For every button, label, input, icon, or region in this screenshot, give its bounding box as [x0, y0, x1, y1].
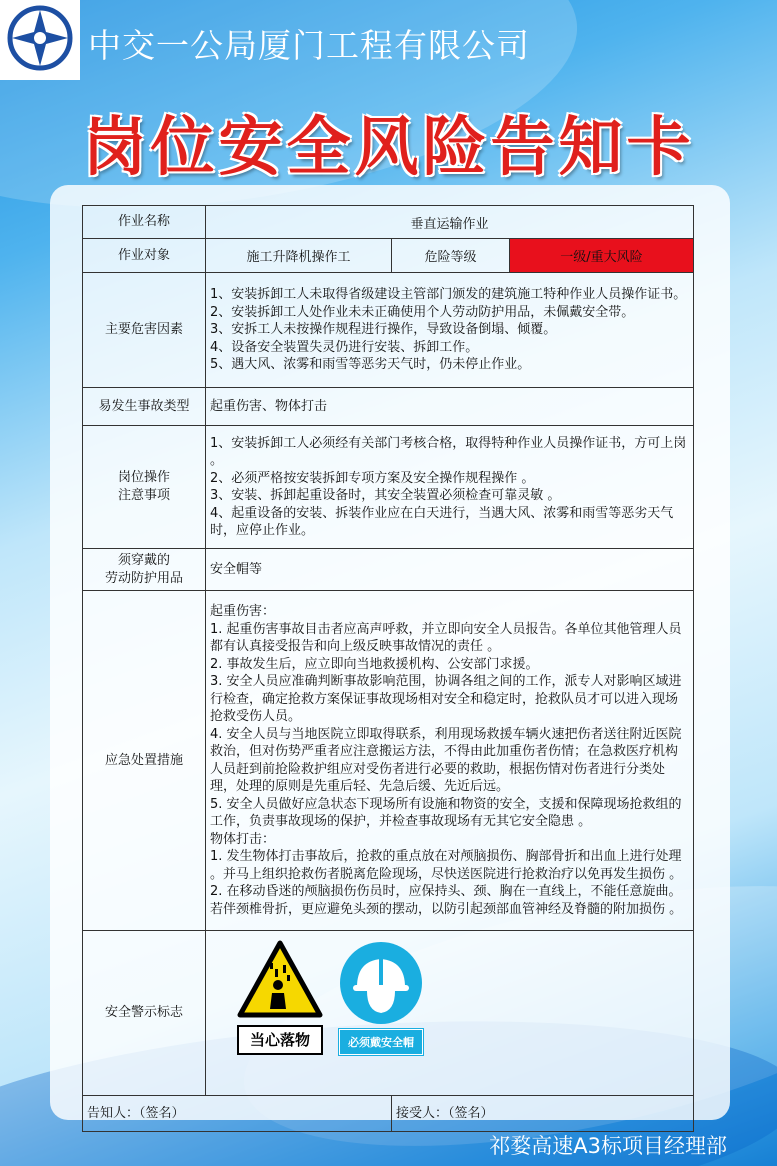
table-row [83, 206, 694, 239]
list-item: 起重伤害： [210, 604, 276, 619]
signs-cell [206, 931, 694, 1096]
precautions-label-line: 岗位操作 [117, 470, 170, 485]
emergency-list [206, 591, 694, 931]
list-item: 3. 安全人员应准确判断事故影响范围，协调各组之间的工作，派专人对影响区域进 [210, 674, 682, 689]
list-item: 4、设备安全装置失灵仍进行安装、拆卸工作。 [210, 339, 479, 355]
list-item: 救治，但对伤势严重者应注意搬运方法，不得由此加重伤者伤情；在急救医疗机构 [210, 744, 679, 759]
warning-signs [206, 931, 693, 1095]
precautions-label-line: 注意事项 [117, 488, 170, 503]
object-label: 作业对象 [83, 239, 206, 273]
job-name-value: 垂直运输作业 [206, 206, 694, 239]
list-item: 3、安拆工人未按操作规程进行操作，导致设备倒塌、倾覆。 [210, 322, 557, 338]
object-value: 施工升降机操作工 [206, 239, 392, 273]
list-item: 行检查，确定抢救方案保证事故现场相对安全和稳定时，抢救队员才可以进入现场 [210, 691, 679, 707]
list-item: 1. 发生物体打击事故后，抢救的重点放在对颅脑损伤、胸部骨折和出血上进行处理 [210, 849, 682, 864]
list-item: 2、安装拆卸工人处作业未未正确使用个人劳动防护用品，未佩戴安全带。 [210, 304, 635, 320]
list-item: 1. 起重伤害事故目击者应高声呼救，并立即向安全人员报告。各单位其他管理人员 [210, 621, 682, 637]
table-row [83, 591, 694, 931]
accident-value: 起重伤害、物体打击 [206, 388, 694, 426]
list-item: 5. 安全人员做好应急状态下现场所有设施和物资的安全，支援和保障现场抢救组的 [210, 796, 682, 812]
list-item: 都有认真接受报告和向上级反映事故情况的责任 。 [210, 639, 501, 654]
table-row [83, 1096, 694, 1132]
list-item: 理，处理的原则是先重后轻、先急后缓、先近后远。 [210, 779, 510, 794]
wear-helmet-icon [339, 941, 423, 1025]
list-item: 2. 事故发生后，应立即向当地救援机构、公安部门求援。 [210, 656, 539, 672]
list-item: 时，应停止作业。 [210, 523, 315, 538]
list-item: 3、安装、拆卸起重设备时，其安全装置必须检查可靠灵敏 。 [210, 488, 561, 503]
footer-department: 祁婺高速A3标项目经理部 [489, 1134, 727, 1158]
list-item: 工作，负责事故现场的保护，并检查事故现场有无其它安全隐患 。 [210, 814, 592, 829]
list-item: 人员赶到前抢险救护组应对受伤者进行必要的救助，根据伤情对伤者进行分类处 [210, 761, 666, 777]
risk-card-table [82, 205, 694, 1132]
table-row [83, 273, 694, 388]
ppe-label-line: 劳动防护用品 [104, 570, 183, 586]
header [0, 0, 777, 80]
list-item: 物体打击： [210, 831, 276, 847]
list-item: 。并马上组织抢救伤者脱离危险现场，尽快送医院进行抢救治疗以免再发生损伤 。 [210, 866, 683, 882]
wear-helmet-label: 必须戴安全帽 [339, 1029, 423, 1055]
hazards-list [206, 273, 694, 388]
company-name: 中交一公局厦门工程有限公司 [88, 26, 530, 65]
list-item: 抢救受伤人员。 [210, 709, 302, 724]
precautions-list [206, 426, 694, 549]
table-row [83, 426, 694, 549]
precautions-label [83, 426, 206, 549]
notifier-signature[interactable]: 告知人：（签名） [83, 1096, 392, 1132]
list-item: 2. 在移动昏迷的颅脑损伤伤员时，应保持头、颈、胸在一直线上，不能任意旋曲。 [210, 884, 682, 899]
table-row [83, 388, 694, 426]
hazards-label: 主要危害因素 [83, 273, 206, 388]
list-item: 4、起重设备的安装、拆装作业应在白天进行，当遇大风、浓雾和雨雪等恶劣天气 [210, 505, 674, 521]
list-item: 1、安装拆卸工人必须经有关部门考核合格，取得特种作业人员操作证书，方可上岗 [210, 435, 687, 451]
ppe-label-line: 须穿戴的 [117, 552, 170, 568]
list-item: 。 [210, 453, 224, 468]
list-item: 5、遇大风、浓雾和雨雪等恶劣天气时，仍未停止作业。 [210, 357, 531, 373]
page-title: 岗位安全风险告知卡 [82, 111, 695, 185]
list-item: 2、必须严格按安装拆卸专项方案及安全操作规程操作 。 [210, 470, 535, 486]
risk-level-label: 危险等级 [392, 239, 510, 273]
list-item: 4. 安全人员与当地医院立即取得联系，利用现场救援车辆火速把伤者送往附近医院 [210, 726, 682, 742]
list-item: 1、安装拆卸工人未取得省级建设主管部门颁发的建筑施工特种作业人员操作证书。 [210, 287, 687, 303]
ppe-value: 安全帽等 [206, 549, 694, 591]
signs-label: 安全警示标志 [83, 931, 206, 1096]
list-item: 若伴颈椎骨折，更应避免头颈的摆动，以防引起颈部血管神经及脊髓的附加损伤 。 [210, 901, 683, 917]
ppe-label [83, 549, 206, 591]
risk-level-value: 一级/重大风险 [510, 239, 694, 273]
emergency-label: 应急处置措施 [83, 591, 206, 931]
table-row [83, 931, 694, 1096]
table-row [83, 549, 694, 591]
accident-label: 易发生事故类型 [83, 388, 206, 426]
table-row [83, 239, 694, 273]
job-name-label: 作业名称 [83, 206, 206, 239]
receiver-signature[interactable]: 接受人：（签名） [392, 1096, 694, 1132]
falling-objects-label: 当心落物 [237, 1025, 323, 1055]
company-logo-icon [0, 0, 80, 80]
